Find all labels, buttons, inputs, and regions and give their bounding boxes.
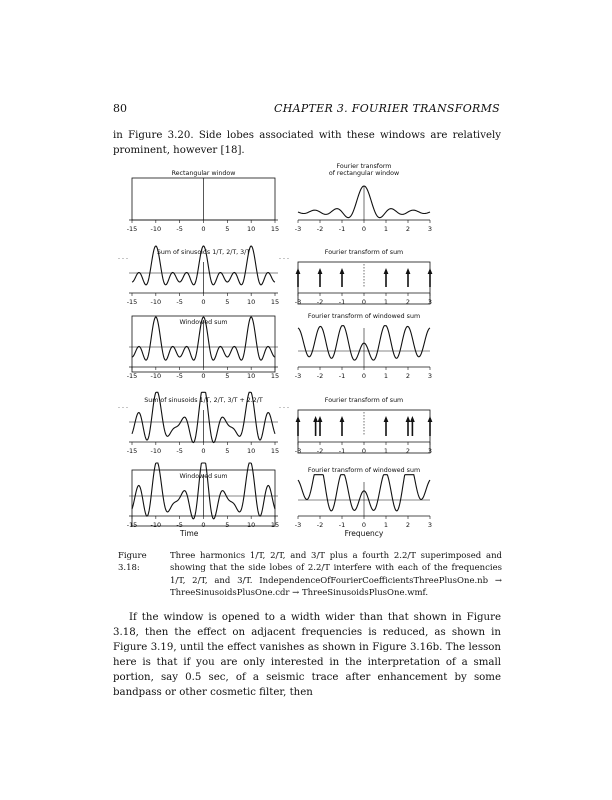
right-tick-label: -3	[294, 521, 302, 529]
right-panel-title: Fourier transform of windowed sum	[307, 313, 421, 320]
left-tick-label: 5	[225, 521, 230, 529]
spike-arrowhead	[318, 268, 323, 274]
left-panel-title: Windowed sum	[179, 319, 228, 326]
left-tick-label: 5	[225, 372, 230, 380]
left-tick-label: -5	[176, 372, 183, 380]
left-tick-label: 10	[247, 521, 256, 529]
left-tick-label: -15	[126, 225, 138, 233]
left-tick-label: -15	[126, 521, 138, 529]
spike-arrowhead	[384, 268, 389, 274]
right-tick-label: -2	[316, 372, 324, 380]
right-tick-label: 1	[383, 447, 389, 455]
left-tick-label: -15	[126, 447, 138, 455]
left-tick-label: 0	[201, 298, 206, 306]
right-tick-label: 0	[361, 298, 367, 306]
right-tick-label: -1	[338, 447, 346, 455]
right-tick-label: 0	[361, 372, 367, 380]
spike-arrowhead	[296, 416, 301, 422]
body-paragraph: If the window is opened to a width wider than that shown in Figure 3.18, then the effect on adjacent frequencies is reduced, as shown in Figure 3.19, until the effect vanishes as shown in Figure 3.16b. The lesson here is that if you are only interested in the interpretation of a small portion, say 0.5 sec, of a seismic trace after enhancement by some bandpass or other cosmetic filter, then	[113, 612, 501, 698]
left-tick-label: -15	[126, 372, 138, 380]
left-tick-label: 0	[201, 225, 206, 233]
figure-3-18	[110, 158, 445, 543]
right-tick-label: 2	[405, 447, 411, 455]
right-tick-label: -3	[294, 447, 302, 455]
right-tick-label: -3	[294, 298, 302, 306]
right-tick-label: 0	[361, 447, 367, 455]
intro-paragraph: in Figure 3.20. Side lobes associated with these windows are relatively prominent, however [18].	[113, 130, 501, 156]
left-panel-title: Sum of sinusoids 1/T, 2/T, 3/T	[156, 249, 251, 256]
left-tick-label: 10	[247, 225, 256, 233]
left-panel-title: Windowed sum	[179, 473, 228, 480]
left-tick-label: 15	[270, 447, 280, 455]
left-panel-title: Rectangular window	[171, 170, 236, 177]
right-tick-label: 1	[383, 372, 389, 380]
figure-caption	[118, 550, 502, 600]
spike-arrowhead	[428, 268, 433, 274]
left-tick-label: 15	[270, 298, 280, 306]
right-tick-label: -2	[316, 521, 324, 529]
left-tick-label: -5	[176, 225, 183, 233]
spike-arrowhead	[340, 416, 345, 422]
figure-plots	[110, 158, 445, 543]
right-tick-label: 1	[383, 298, 389, 306]
right-tick-label: 2	[405, 521, 411, 529]
right-tick-label: 3	[427, 521, 433, 529]
right-tick-label: 3	[427, 298, 433, 306]
left-ellipsis: . . .	[118, 403, 129, 410]
right-tick-label: 0	[361, 225, 367, 233]
right-tick-label: -1	[338, 372, 346, 380]
right-panel-title: Fourier transform of sum	[324, 397, 404, 404]
left-tick-label: 15	[270, 521, 280, 529]
left-tick-label: 10	[247, 298, 256, 306]
right-tick-label: 3	[427, 225, 433, 233]
spike-arrowhead	[384, 416, 389, 422]
left-tick-label: 0	[201, 372, 206, 380]
left-tick-label: -5	[176, 521, 183, 529]
running-chapter-title: CHAPTER 3. FOURIER TRANSFORMS	[273, 102, 500, 115]
spike-arrowhead	[406, 416, 411, 422]
spike-arrowhead	[406, 268, 411, 274]
left-tick-label: 0	[201, 447, 206, 455]
left-tick-label: -15	[126, 298, 138, 306]
body-paragraph-block	[113, 610, 501, 700]
right-panel-title: Fourier transform of sum	[324, 249, 404, 256]
left-tick-label: 5	[225, 225, 230, 233]
left-tick-label: 15	[270, 225, 280, 233]
right-tick-label: -1	[338, 521, 346, 529]
right-tick-label: -2	[316, 298, 324, 306]
frequency-axis-label: Frequency	[344, 529, 384, 538]
left-tick-label: 5	[225, 447, 230, 455]
right-panel-title: Fourier transform of windowed sum	[307, 467, 421, 474]
left-tick-label: -10	[150, 225, 162, 233]
right-tick-label: 1	[383, 225, 389, 233]
left-tick-label: -5	[176, 298, 183, 306]
left-tick-label: 5	[225, 298, 230, 306]
right-tick-label: 2	[405, 225, 411, 233]
right-tick-label: 2	[405, 372, 411, 380]
right-tick-label: -3	[294, 225, 302, 233]
right-tick-label: -1	[338, 225, 346, 233]
right-panel-title: of rectangular window	[328, 170, 400, 177]
caption-text: Three harmonics 1/T, 2/T, and 3/T plus a fourth 2.2/T superimposed and showing that the side lobes of 2.2/T interfere with each of the frequencies 1/T, 2/T, and 3/T. IndependenceOfFourierCoefficientsThreePlusOne.nb → ThreeSinusoidsPlusOne.cdr → ThreeSinusoidsPlusOne.wmf.	[170, 551, 502, 599]
right-tick-label: 3	[427, 447, 433, 455]
right-tick-label: 0	[361, 521, 367, 529]
spike-arrowhead	[410, 416, 415, 422]
time-axis-label: Time	[180, 529, 199, 538]
caption-label: Figure 3.18:	[118, 551, 147, 574]
right-tick-label: 1	[383, 521, 389, 529]
left-tick-label: 0	[201, 521, 206, 529]
right-tick-label: -3	[294, 372, 302, 380]
left-tick-label: 10	[247, 447, 256, 455]
spike-arrowhead	[340, 268, 345, 274]
right-tick-label: -1	[338, 298, 346, 306]
spike-arrowhead	[318, 416, 323, 422]
left-panel-title: Sum of sinusoids 1/T, 2/T, 3/T + 2.2/T	[144, 397, 263, 404]
right-tick-label: 2	[405, 298, 411, 306]
spike-arrowhead	[313, 416, 318, 422]
left-tick-label: -10	[150, 447, 162, 455]
spike-arrowhead	[296, 268, 301, 274]
left-tick-label: -5	[176, 447, 183, 455]
left-tick-label: 15	[270, 372, 280, 380]
left-tick-label: -10	[150, 372, 162, 380]
right-tick-label: -2	[316, 225, 324, 233]
right-ellipsis: . . .	[279, 254, 290, 261]
right-tick-label: 3	[427, 372, 433, 380]
left-tick-label: -10	[150, 298, 162, 306]
running-page-number: 80	[113, 102, 127, 115]
left-tick-label: 10	[247, 372, 256, 380]
right-panel-title: Fourier transform	[336, 163, 392, 170]
left-tick-label: -10	[150, 521, 162, 529]
right-tick-label: -2	[316, 447, 324, 455]
spike-arrowhead	[428, 416, 433, 422]
left-ellipsis: . . .	[118, 254, 129, 261]
right-ellipsis: . . .	[279, 403, 290, 410]
